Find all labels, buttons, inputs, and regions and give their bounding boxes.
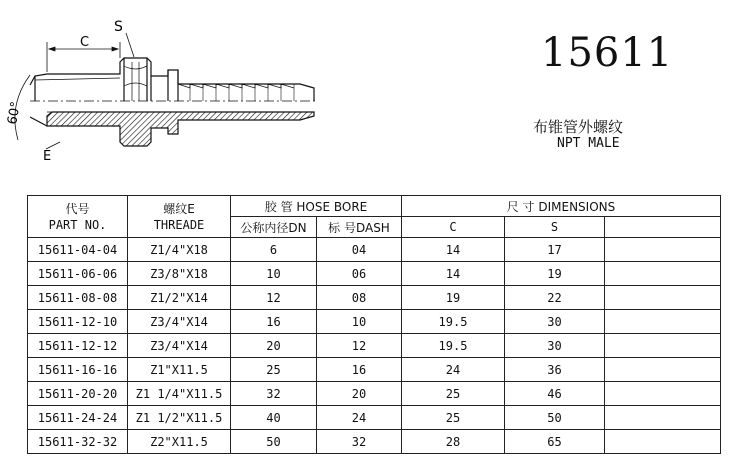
- header-c: C: [402, 217, 505, 238]
- cell-c: 14: [402, 262, 505, 286]
- cell-empty: [605, 310, 721, 334]
- cell-thread: Z3/4"X14: [128, 334, 231, 358]
- table-row: [28, 382, 721, 406]
- fitting-drawing: [0, 0, 340, 175]
- table-row: [28, 310, 721, 334]
- cell-thread: Z1/2"X14: [128, 286, 231, 310]
- cell-dash: 24: [317, 406, 402, 430]
- cell-thread: Z2"X11.5: [128, 430, 231, 454]
- cell-part-no: 15611-32-32: [28, 430, 128, 454]
- cell-part-no: 15611-08-08: [28, 286, 128, 310]
- cell-thread: Z3/8"X18: [128, 262, 231, 286]
- cell-s: 30: [505, 310, 605, 334]
- cell-s: 36: [505, 358, 605, 382]
- cell-c: 24: [402, 358, 505, 382]
- cell-dn: 20: [231, 334, 317, 358]
- cell-thread: Z1 1/4"X11.5: [128, 382, 231, 406]
- cell-dash: 06: [317, 262, 402, 286]
- header-thread-cn: 螺纹E: [163, 201, 195, 216]
- part-name-cn: 布锥管外螺纹: [533, 118, 624, 136]
- cell-thread: Z1 1/2"X11.5: [128, 406, 231, 430]
- cell-part-no: 15611-12-12: [28, 334, 128, 358]
- cell-s: 46: [505, 382, 605, 406]
- cell-c: 25: [402, 382, 505, 406]
- header-part-cn: 代号: [65, 201, 90, 216]
- cell-dn: 50: [231, 430, 317, 454]
- cell-c: 28: [402, 430, 505, 454]
- cell-thread: Z1/4"X18: [128, 238, 231, 262]
- spec-table: [27, 195, 721, 454]
- table-row: [28, 358, 721, 382]
- cell-dash: 08: [317, 286, 402, 310]
- cell-s: 50: [505, 406, 605, 430]
- cell-dn: 25: [231, 358, 317, 382]
- header-dn: 公称内径DN: [231, 217, 317, 238]
- drawing-label-e: E: [43, 149, 52, 164]
- header-part-en: PART NO.: [48, 217, 107, 232]
- cell-dash: 20: [317, 382, 402, 406]
- cell-part-no: 15611-24-24: [28, 406, 128, 430]
- table-row: [28, 406, 721, 430]
- part-name-en: NPT MALE: [557, 136, 620, 151]
- cell-dn: 10: [231, 262, 317, 286]
- cell-thread: Z3/4"X14: [128, 310, 231, 334]
- cell-empty: [605, 334, 721, 358]
- cell-dash: 10: [317, 310, 402, 334]
- cell-dn: 16: [231, 310, 317, 334]
- cell-empty: [605, 430, 721, 454]
- header-thread: [128, 196, 231, 238]
- header-empty: [605, 217, 721, 238]
- cell-part-no: 15611-12-10: [28, 310, 128, 334]
- cell-empty: [605, 382, 721, 406]
- header-dash: 标 号DASH: [317, 217, 402, 238]
- header-hose-bore: 胶 管 HOSE BORE: [231, 196, 402, 217]
- cell-s: 19: [505, 262, 605, 286]
- cell-dn: 6: [231, 238, 317, 262]
- cell-empty: [605, 358, 721, 382]
- cell-dash: 16: [317, 358, 402, 382]
- table-row: [28, 430, 721, 454]
- cell-empty: [605, 406, 721, 430]
- cell-empty: [605, 262, 721, 286]
- cell-s: 65: [505, 430, 605, 454]
- cell-dn: 32: [231, 382, 317, 406]
- header-thread-en: THREADE: [153, 217, 205, 232]
- cell-dash: 12: [317, 334, 402, 358]
- cell-c: 19: [402, 286, 505, 310]
- drawing-label-c: C: [80, 35, 90, 50]
- table-row: [28, 286, 721, 310]
- cell-part-no: 15611-06-06: [28, 262, 128, 286]
- cell-part-no: 15611-16-16: [28, 358, 128, 382]
- drawing-label-s: S: [114, 19, 123, 35]
- cell-thread: Z1"X11.5: [128, 358, 231, 382]
- cell-s: 22: [505, 286, 605, 310]
- cell-c: 14: [402, 238, 505, 262]
- header-s: S: [505, 217, 605, 238]
- header-part-no: [28, 196, 128, 238]
- header-dimensions: 尺 寸 DIMENSIONS: [402, 196, 721, 217]
- cell-dash: 04: [317, 238, 402, 262]
- cell-part-no: 15611-04-04: [28, 238, 128, 262]
- cell-dn: 12: [231, 286, 317, 310]
- cell-s: 17: [505, 238, 605, 262]
- table-row: [28, 334, 721, 358]
- cell-empty: [605, 286, 721, 310]
- cell-dn: 40: [231, 406, 317, 430]
- part-number-title: 15611: [541, 30, 674, 76]
- cell-part-no: 15611-20-20: [28, 382, 128, 406]
- table-row: [28, 262, 721, 286]
- cell-dash: 32: [317, 430, 402, 454]
- drawing-label-angle: 60°: [5, 100, 24, 126]
- table-row: [28, 238, 721, 262]
- cell-c: 19.5: [402, 334, 505, 358]
- cell-empty: [605, 238, 721, 262]
- cell-c: 19.5: [402, 310, 505, 334]
- cell-c: 25: [402, 406, 505, 430]
- cell-s: 30: [505, 334, 605, 358]
